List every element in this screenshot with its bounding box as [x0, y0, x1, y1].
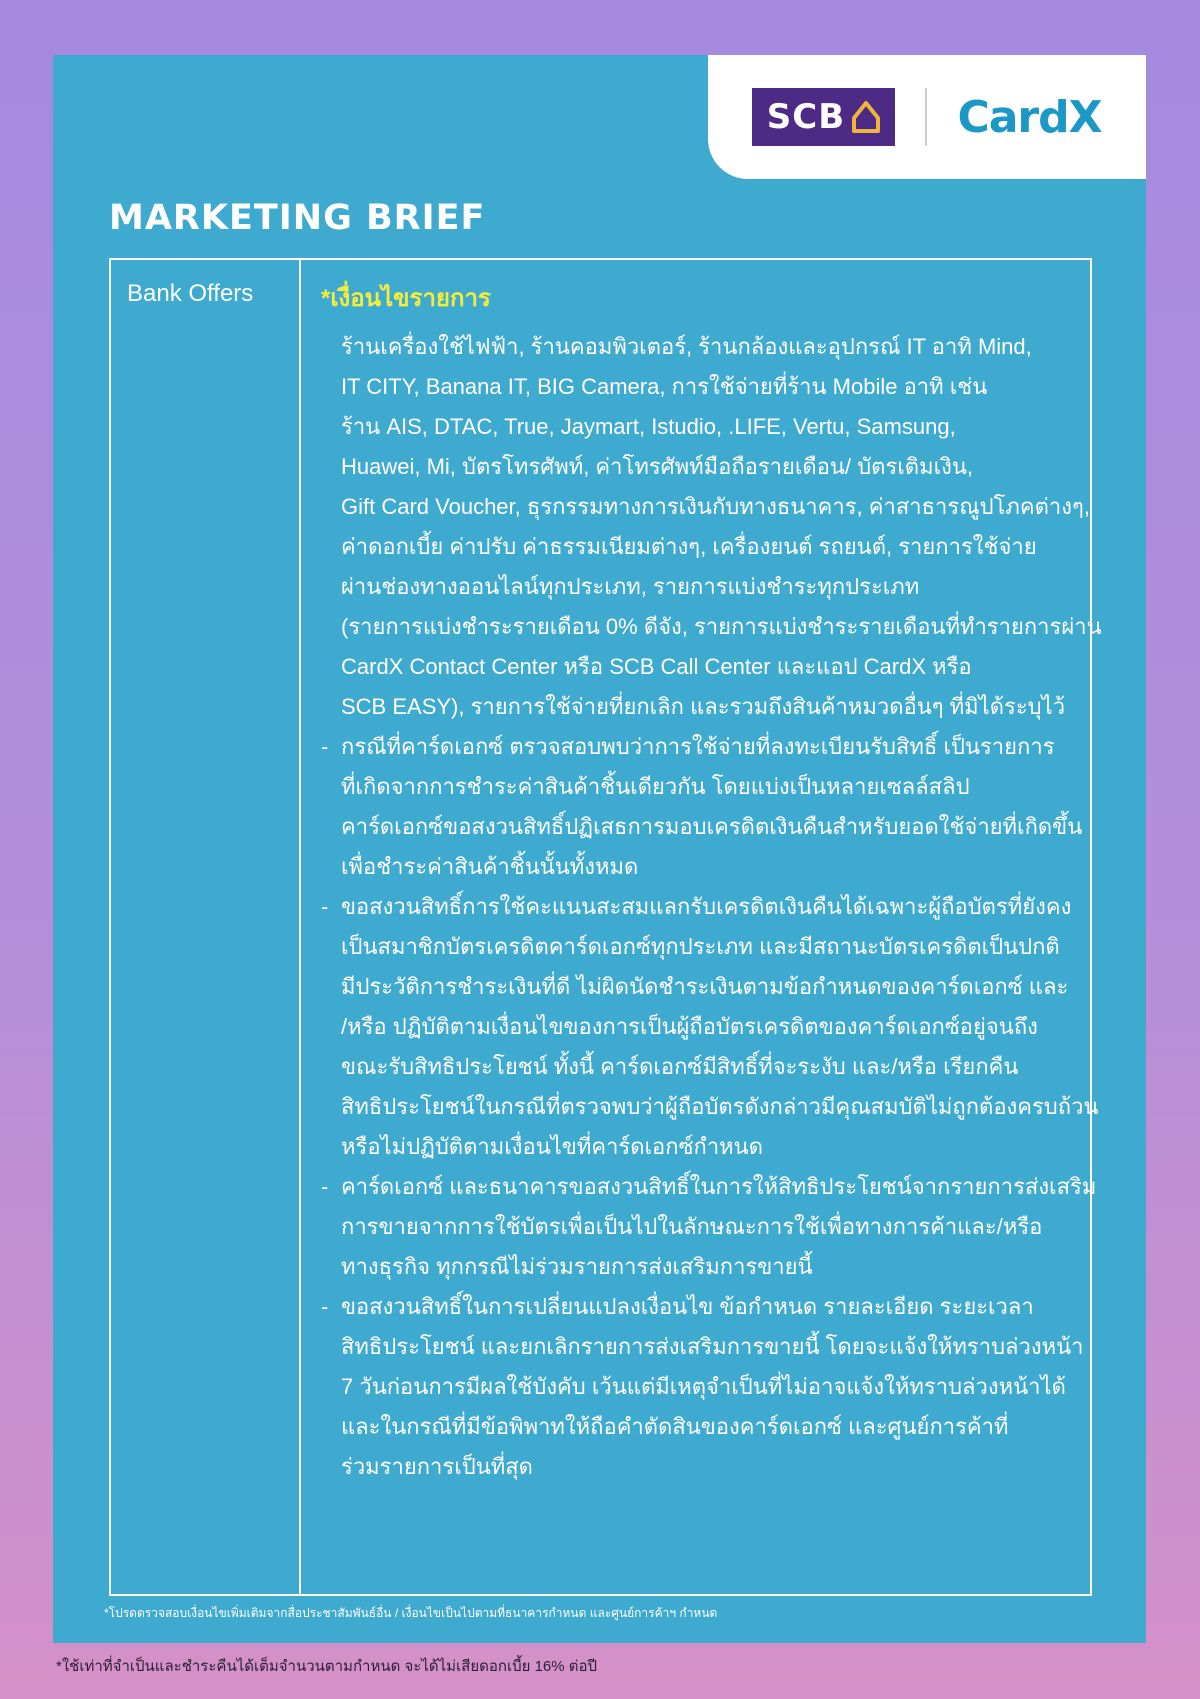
text-line: SCB EASY), รายการใช้จ่ายที่ยกเลิก และรวมถึงสินค้าหมวดอื่นๆ ที่มิได้ระบุไว้ — [341, 694, 1066, 719]
condition-bullet — [321, 1167, 1097, 1287]
inner-footnote: *โปรดตรวจสอบเงื่อนไขเพิ่มเติมจากสื่อประชาสัมพันธ์อื่น / เงื่อนไขเป็นไปตามที่ธนาคารกำหนด และศูนย์การค้าฯ กำหนด — [104, 1606, 718, 1620]
text-line: คาร์ดเอกซ์ และธนาคารขอสงวนสิทธิ์ในการให้สิทธิประโยชน์จากรายการส่งเสริม — [341, 1174, 1097, 1199]
condition-bullet — [321, 727, 1081, 887]
bullet-dash: - — [321, 734, 329, 759]
text-line: (รายการแบ่งชำระรายเดือน 0% ดีจัง, รายการแบ่งชำระรายเดือนที่ทำรายการผ่าน — [341, 614, 1102, 639]
column-divider — [299, 260, 301, 1594]
brief-card — [53, 55, 1146, 1643]
condition-bullet — [321, 1287, 1084, 1487]
text-line: ร้าน AIS, DTAC, True, Jaymart, Istudio, .LIFE, Vertu, Samsung, — [341, 414, 956, 439]
row-label: Bank Offers — [127, 280, 254, 307]
text-line: ร่วมรายการเป็นที่สุด — [341, 1454, 533, 1479]
text-line: สิทธิประโยชน์ และยกเลิกรายการส่งเสริมการขายนี้ โดยจะแจ้งให้ทราบล่วงหน้า — [341, 1334, 1084, 1359]
excluded-merchants-text — [321, 327, 1102, 727]
text-line: ทางธุรกิจ ทุกกรณีไม่ร่วมรายการส่งเสริมการขายนี้ — [341, 1254, 813, 1279]
bullet-dash: - — [321, 894, 329, 919]
text-line: CardX Contact Center หรือ SCB Call Center และแอป CardX หรือ — [341, 654, 972, 679]
text-line: หรือไม่ปฏิบัติตามเงื่อนไขที่คาร์ดเอกซ์กำหนด — [341, 1134, 764, 1159]
text-line: ร้านเครื่องใช้ไฟฟ้า, ร้านคอมพิวเตอร์, ร้านกล้องและอุปกรณ์ IT อาทิ Mind, — [341, 334, 1032, 359]
bullet-dash: - — [321, 1294, 329, 1319]
text-line: การขายจากการใช้บัตรเพื่อเป็นไปในลักษณะการใช้เพื่อทางการค้าและ/หรือ — [341, 1214, 1043, 1239]
scb-logo-text: SCB — [766, 97, 846, 137]
logo-panel — [708, 55, 1146, 179]
brief-table — [109, 258, 1102, 1596]
bullet-dash: - — [321, 1174, 329, 1199]
text-line: เพื่อชำระค่าสินค้าชิ้นนั้นทั้งหมด — [341, 854, 639, 879]
condition-bullet — [321, 887, 1099, 1167]
text-line: Huawei, Mi, บัตรโทรศัพท์, ค่าโทรศัพท์มือถือรายเดือน/ บัตรเติมเงิน, — [341, 454, 973, 479]
text-line: เป็นสมาชิกบัตรเครดิตคาร์ดเอกซ์ทุกประเภท และมีสถานะบัตรเครดิตเป็นปกติ — [341, 934, 1060, 959]
cardx-logo: CardX — [957, 91, 1102, 143]
interest-disclaimer: *ใช้เท่าที่จำเป็นและชำระคืนได้เต็มจำนวนตามกำหนด จะได้ไม่เสียดอกเบี้ย 16% ต่อปี — [56, 1658, 598, 1675]
page-title: MARKETING BRIEF — [109, 198, 486, 238]
text-line: /หรือ ปฏิบัติตามเงื่อนไขของการเป็นผู้ถือบัตรเครดิตของคาร์ดเอกซ์อยู่จนถึง — [341, 1014, 1038, 1039]
text-line: และในกรณีที่มีข้อพิพาทให้ถือคำตัดสินของคาร์ดเอกซ์ และศูนย์การค้าที่ — [341, 1414, 1009, 1439]
text-line: คาร์ดเอกซ์ขอสงวนสิทธิ์ปฏิเสธการมอบเครดิตเงินคืนสำหรับยอดใช้จ่ายที่เกิดขึ้น — [341, 814, 1083, 839]
conditions-heading: *เงื่อนไขรายการ — [321, 285, 491, 312]
text-line: ขอสงวนสิทธิ์การใช้คะแนนสะสมแลกรับเครดิตเงินคืนได้เฉพาะผู้ถือบัตรที่ยังคง — [341, 894, 1072, 919]
text-line: สิทธิประโยชน์ในกรณีที่ตรวจพบว่าผู้ถือบัตรดังกล่าวมีคุณสมบัติไม่ถูกต้องครบถ้วน — [341, 1094, 1099, 1119]
logo-divider — [925, 88, 927, 146]
text-line: ขณะรับสิทธิประโยชน์ ทั้งนี้ คาร์ดเอกซ์มีสิทธิ์ที่จะระงับ และ/หรือ เรียกคืน — [341, 1054, 1019, 1079]
text-line: ค่าดอกเบี้ย ค่าปรับ ค่าธรรมเนียมต่างๆ, เครื่องยนต์ รถยนต์, รายการใช้จ่าย — [341, 534, 1037, 559]
conditions-content — [321, 278, 1102, 1487]
text-line: ขอสงวนสิทธิ์ในการเปลี่ยนแปลงเงื่อนไข ข้อกำหนด รายละเอียด ระยะเวลา — [341, 1294, 1034, 1319]
text-line: กรณีที่คาร์ดเอกซ์ ตรวจสอบพบว่าการใช้จ่ายที่ลงทะเบียนรับสิทธิ์ เป็นรายการ — [341, 734, 1055, 759]
text-line: ผ่านช่องทางออนไลน์ทุกประเภท, รายการแบ่งชำระทุกประเภท — [341, 574, 920, 599]
text-line: มีประวัติการชำระเงินที่ดี ไม่ผิดนัดชำระเงินตามข้อกำหนดของคาร์ดเอกซ์ และ — [341, 974, 1069, 999]
scb-logo — [752, 88, 895, 146]
text-line: Gift Card Voucher, ธุรกรรมทางการเงินกับทางธนาคาร, ค่าสาธารณูปโภคต่างๆ, — [341, 494, 1090, 519]
text-line: IT CITY, Banana IT, BIG Camera, การใช้จ่ายที่ร้าน Mobile อาทิ เช่น — [341, 374, 988, 399]
scb-house-icon — [851, 100, 881, 134]
text-line: 7 วันก่อนการมีผลใช้บังคับ เว้นแต่มีเหตุจำเป็นที่ไม่อาจแจ้งให้ทราบล่วงหน้าได้ — [341, 1374, 1066, 1399]
text-line: ที่เกิดจากการชำระค่าสินค้าชิ้นเดียวกัน โดยแบ่งเป็นหลายเซลล์สลิป — [341, 774, 970, 799]
